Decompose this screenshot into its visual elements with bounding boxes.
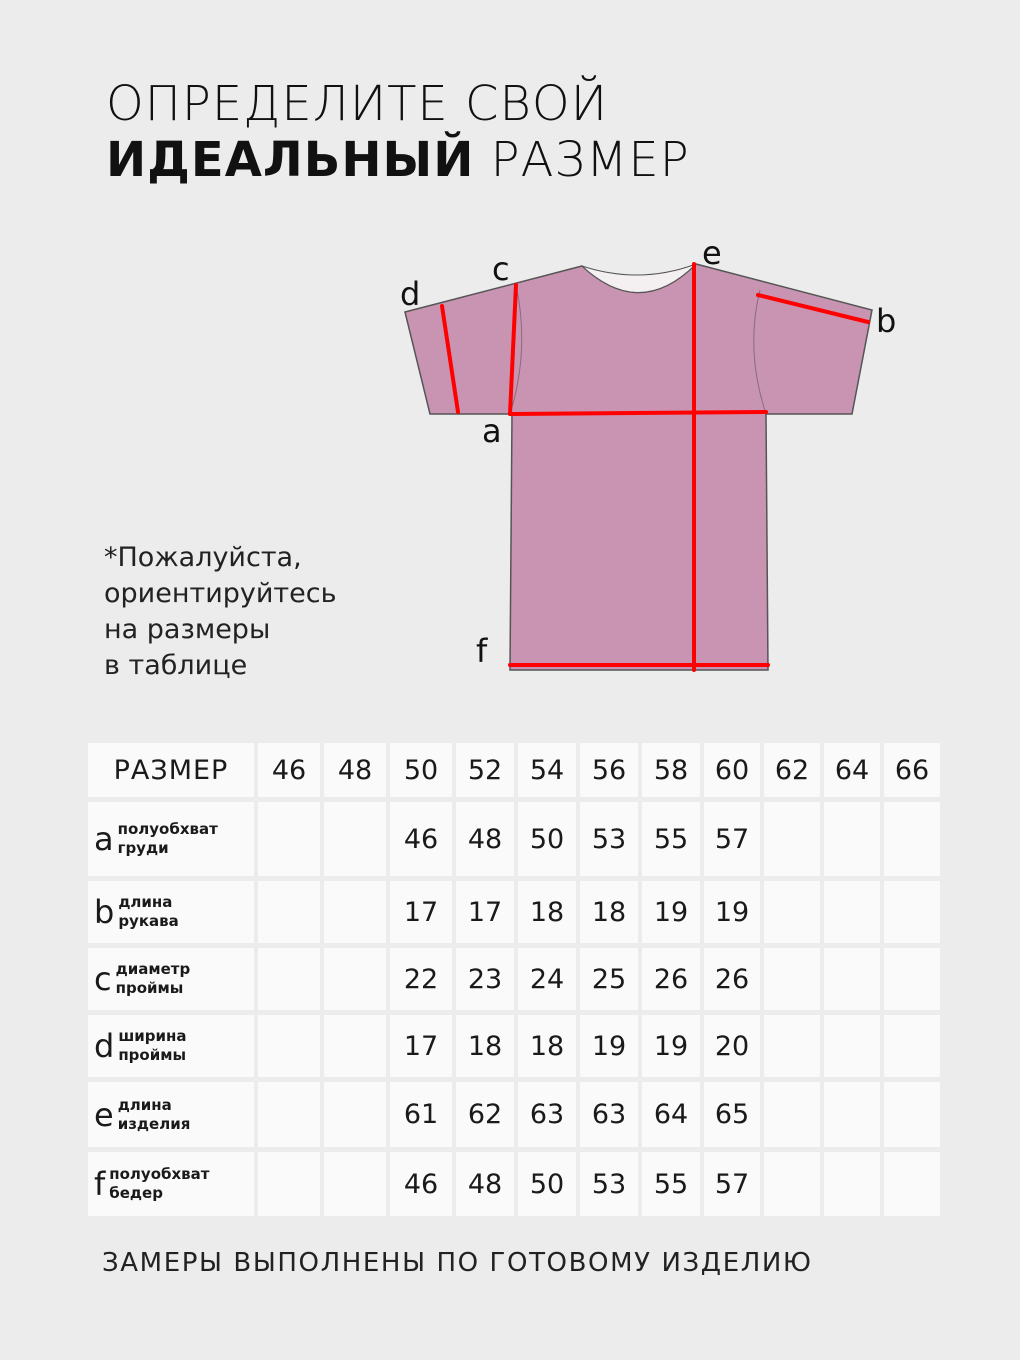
table-cell: 53 bbox=[580, 1152, 638, 1216]
table-cell bbox=[764, 1015, 820, 1077]
label-e: e bbox=[702, 234, 722, 272]
row-letter: c bbox=[94, 960, 112, 998]
size-note bbox=[104, 540, 404, 684]
size-header-cell: 60 bbox=[704, 743, 760, 797]
table-cell: 46 bbox=[390, 1152, 452, 1216]
row-description bbox=[118, 1096, 191, 1134]
size-header-cell: 58 bbox=[642, 743, 700, 797]
table-cell bbox=[324, 1152, 386, 1216]
row-letter: b bbox=[94, 893, 115, 931]
table-cell bbox=[884, 1015, 940, 1077]
table-cell bbox=[764, 802, 820, 876]
table-cell bbox=[764, 948, 820, 1010]
table-cell bbox=[824, 948, 880, 1010]
table-cell bbox=[884, 948, 940, 1010]
table-cell bbox=[824, 1082, 880, 1147]
row-desc-line: проймы bbox=[115, 979, 184, 997]
tshirt-diagram bbox=[380, 230, 940, 690]
table-cell: 48 bbox=[456, 1152, 514, 1216]
row-desc-line: диаметр bbox=[115, 960, 191, 978]
table-cell: 63 bbox=[580, 1082, 638, 1147]
size-header-cell: 66 bbox=[884, 743, 940, 797]
table-cell bbox=[324, 881, 386, 943]
table-cell bbox=[884, 1152, 940, 1216]
row-desc-line: полуобхват bbox=[109, 1165, 210, 1183]
table-cell bbox=[324, 948, 386, 1010]
table-cell bbox=[824, 802, 880, 876]
row-desc-line: проймы bbox=[118, 1046, 187, 1064]
note-line: в таблице bbox=[104, 650, 248, 681]
row-desc-line: полуобхват bbox=[117, 820, 218, 838]
table-cell: 25 bbox=[580, 948, 638, 1010]
table-cell: 18 bbox=[518, 1015, 576, 1077]
size-header-cell: 64 bbox=[824, 743, 880, 797]
row-description bbox=[118, 820, 218, 858]
size-header-cell: 62 bbox=[764, 743, 820, 797]
row-desc-line: длина bbox=[118, 893, 173, 911]
note-line: на размеры bbox=[104, 614, 271, 645]
table-cell bbox=[884, 802, 940, 876]
table-cell: 26 bbox=[642, 948, 700, 1010]
table-cell: 19 bbox=[580, 1015, 638, 1077]
table-cell bbox=[258, 948, 320, 1010]
table-cell: 57 bbox=[704, 1152, 760, 1216]
table-cell bbox=[324, 1015, 386, 1077]
table-cell bbox=[764, 881, 820, 943]
table-cell: 17 bbox=[456, 881, 514, 943]
table-cell bbox=[258, 802, 320, 876]
table-cell: 62 bbox=[456, 1082, 514, 1147]
table-cell: 24 bbox=[518, 948, 576, 1010]
table-cell: 18 bbox=[580, 881, 638, 943]
table-cell: 18 bbox=[456, 1015, 514, 1077]
row-label-e bbox=[88, 1082, 254, 1147]
row-label-c bbox=[88, 948, 254, 1010]
size-header-cell: 46 bbox=[258, 743, 320, 797]
title-line-2 bbox=[106, 132, 690, 188]
label-d: d bbox=[400, 275, 421, 313]
label-a: a bbox=[482, 412, 502, 450]
table-cell: 55 bbox=[642, 802, 700, 876]
measure-line-a bbox=[510, 412, 766, 414]
row-description bbox=[118, 1027, 186, 1065]
table-cell bbox=[824, 1152, 880, 1216]
size-header-cell: 52 bbox=[456, 743, 514, 797]
table-cell bbox=[824, 881, 880, 943]
row-label-d bbox=[88, 1015, 254, 1077]
table-cell: 19 bbox=[642, 881, 700, 943]
row-label-b bbox=[88, 881, 254, 943]
tshirt-shape bbox=[405, 264, 872, 670]
table-cell: 19 bbox=[704, 881, 760, 943]
table-header-label: РАЗМЕР bbox=[88, 743, 254, 797]
table-cell bbox=[258, 881, 320, 943]
table-cell: 50 bbox=[518, 1152, 576, 1216]
size-table bbox=[88, 743, 940, 1216]
table-cell bbox=[884, 881, 940, 943]
table-cell: 17 bbox=[390, 1015, 452, 1077]
page-title bbox=[106, 76, 690, 188]
row-desc-line: ширина bbox=[118, 1027, 187, 1045]
table-cell: 48 bbox=[456, 802, 514, 876]
table-cell: 23 bbox=[456, 948, 514, 1010]
table-cell: 22 bbox=[390, 948, 452, 1010]
table-cell: 64 bbox=[642, 1082, 700, 1147]
row-desc-line: рукава bbox=[118, 912, 179, 930]
row-description bbox=[109, 1165, 209, 1203]
size-header-cell: 48 bbox=[324, 743, 386, 797]
table-cell: 55 bbox=[642, 1152, 700, 1216]
row-desc-line: груди bbox=[117, 839, 169, 857]
row-desc-line: длина bbox=[117, 1095, 172, 1114]
table-cell bbox=[324, 1082, 386, 1147]
table-cell bbox=[824, 1015, 880, 1077]
row-letter: e bbox=[94, 1095, 114, 1134]
table-cell: 57 bbox=[704, 802, 760, 876]
size-header-cell: 50 bbox=[390, 743, 452, 797]
table-cell bbox=[258, 1082, 320, 1147]
table-cell bbox=[764, 1082, 820, 1147]
table-cell: 61 bbox=[390, 1082, 452, 1147]
table-cell bbox=[258, 1152, 320, 1216]
table-cell: 65 bbox=[704, 1082, 760, 1147]
label-f: f bbox=[476, 632, 488, 670]
label-c: c bbox=[492, 250, 510, 288]
row-label-f bbox=[88, 1152, 254, 1216]
title-bold-word: ИДЕАЛЬНЫЙ bbox=[106, 132, 475, 188]
table-cell bbox=[884, 1082, 940, 1147]
table-cell: 18 bbox=[518, 881, 576, 943]
note-line: ориентируйтесь bbox=[104, 578, 337, 609]
size-header-cell: 56 bbox=[580, 743, 638, 797]
row-description bbox=[116, 960, 191, 998]
title-rest: РАЗМЕР bbox=[490, 132, 690, 188]
table-cell: 26 bbox=[704, 948, 760, 1010]
row-label-a bbox=[88, 802, 254, 876]
row-description bbox=[118, 893, 178, 931]
row-desc-line: изделия bbox=[117, 1114, 191, 1133]
table-cell bbox=[764, 1152, 820, 1216]
row-letter: d bbox=[94, 1027, 115, 1065]
table-cell: 19 bbox=[642, 1015, 700, 1077]
row-letter: f bbox=[94, 1165, 106, 1203]
table-cell bbox=[258, 1015, 320, 1077]
table-cell: 17 bbox=[390, 881, 452, 943]
table-cell: 20 bbox=[704, 1015, 760, 1077]
table-cell bbox=[324, 802, 386, 876]
footer-note: ЗАМЕРЫ ВЫПОЛНЕНЫ ПО ГОТОВОМУ ИЗДЕЛИЮ bbox=[102, 1248, 813, 1278]
table-cell: 53 bbox=[580, 802, 638, 876]
row-desc-line: бедер bbox=[109, 1184, 163, 1202]
title-line-1: ОПРЕДЕЛИТЕ СВОЙ bbox=[106, 76, 608, 132]
row-letter: a bbox=[94, 820, 114, 858]
table-cell: 63 bbox=[518, 1082, 576, 1147]
table-cell: 50 bbox=[518, 802, 576, 876]
note-line: *Пожалуйста, bbox=[104, 542, 302, 573]
label-b: b bbox=[876, 302, 897, 340]
table-cell: 46 bbox=[390, 802, 452, 876]
size-header-cell: 54 bbox=[518, 743, 576, 797]
